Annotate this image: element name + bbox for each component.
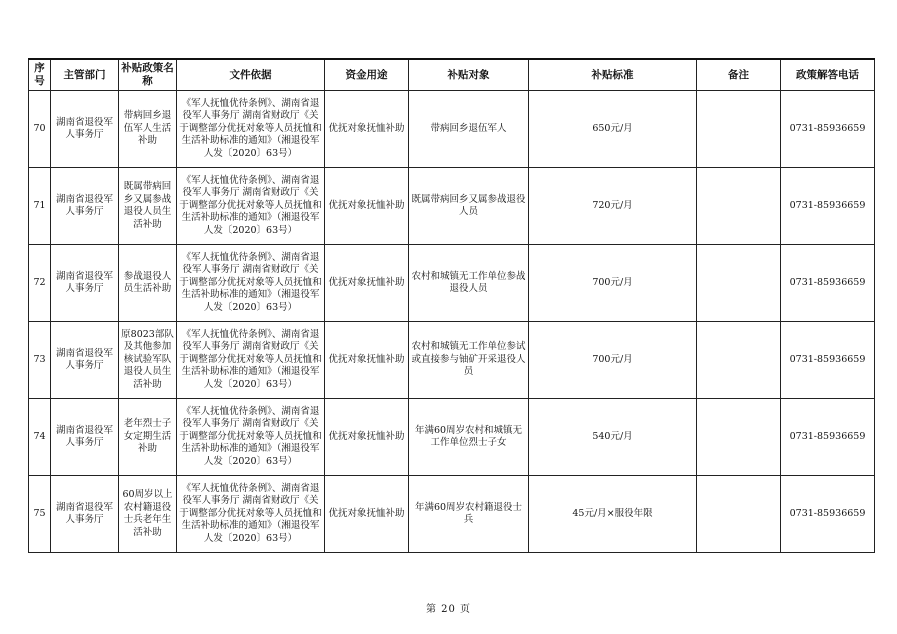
cell-use: 优抚对象抚恤补助 [325, 168, 409, 245]
header-target: 补贴对象 [409, 59, 529, 91]
cell-remark [697, 476, 781, 553]
table-row [29, 399, 875, 476]
cell-phone: 0731-85936659 [781, 91, 875, 168]
cell-no: 72 [29, 245, 51, 322]
cell-remark [697, 399, 781, 476]
table-row [29, 91, 875, 168]
cell-policy: 既属带病回乡又属参战退役人员生活补助 [119, 168, 177, 245]
table-row [29, 322, 875, 399]
cell-no: 70 [29, 91, 51, 168]
cell-phone: 0731-85936659 [781, 476, 875, 553]
cell-standard: 700元/月 [529, 322, 697, 399]
cell-policy: 老年烈士子女定期生活补助 [119, 399, 177, 476]
cell-basis: 《军人抚恤优待条例》、湖南省退役军人事务厅 湖南省财政厅《关于调整部分优抚对象等人员抚恤和生活补助标准的通知》（湘退役军人发〔2020〕63号） [177, 476, 325, 553]
cell-basis: 《军人抚恤优待条例》、湖南省退役军人事务厅 湖南省财政厅《关于调整部分优抚对象等人员抚恤和生活补助标准的通知》（湘退役军人发〔2020〕63号） [177, 399, 325, 476]
header-no: 序号 [29, 59, 51, 91]
cell-remark [697, 91, 781, 168]
cell-dept: 湖南省退役军人事务厅 [51, 168, 119, 245]
cell-dept: 湖南省退役军人事务厅 [51, 322, 119, 399]
cell-no: 75 [29, 476, 51, 553]
cell-target: 既属带病回乡又属参战退役人员 [409, 168, 529, 245]
cell-standard: 540元/月 [529, 399, 697, 476]
header-remark: 备注 [697, 59, 781, 91]
table-row [29, 476, 875, 553]
cell-use: 优抚对象抚恤补助 [325, 399, 409, 476]
cell-no: 74 [29, 399, 51, 476]
cell-no: 71 [29, 168, 51, 245]
cell-dept: 湖南省退役军人事务厅 [51, 91, 119, 168]
cell-dept: 湖南省退役军人事务厅 [51, 476, 119, 553]
header-basis: 文件依据 [177, 59, 325, 91]
cell-target: 年满60周岁农村和城镇无工作单位烈士子女 [409, 399, 529, 476]
cell-dept: 湖南省退役军人事务厅 [51, 245, 119, 322]
cell-standard: 700元/月 [529, 245, 697, 322]
header-phone: 政策解答电话 [781, 59, 875, 91]
cell-basis: 《军人抚恤优待条例》、湖南省退役军人事务厅 湖南省财政厅《关于调整部分优抚对象等人员抚恤和生活补助标准的通知》（湘退役军人发〔2020〕63号） [177, 322, 325, 399]
cell-remark [697, 245, 781, 322]
cell-dept: 湖南省退役军人事务厅 [51, 399, 119, 476]
cell-use: 优抚对象抚恤补助 [325, 322, 409, 399]
cell-remark [697, 322, 781, 399]
table-row [29, 245, 875, 322]
cell-standard: 45元/月×服役年限 [529, 476, 697, 553]
cell-phone: 0731-85936659 [781, 245, 875, 322]
cell-basis: 《军人抚恤优待条例》、湖南省退役军人事务厅 湖南省财政厅《关于调整部分优抚对象等人员抚恤和生活补助标准的通知》（湘退役军人发〔2020〕63号） [177, 168, 325, 245]
header-dept: 主管部门 [51, 59, 119, 91]
cell-phone: 0731-85936659 [781, 168, 875, 245]
cell-target: 带病回乡退伍军人 [409, 91, 529, 168]
cell-target: 年满60周岁农村籍退役士兵 [409, 476, 529, 553]
header-standard: 补贴标准 [529, 59, 697, 91]
cell-use: 优抚对象抚恤补助 [325, 245, 409, 322]
cell-basis: 《军人抚恤优待条例》、湖南省退役军人事务厅 湖南省财政厅《关于调整部分优抚对象等人员抚恤和生活补助标准的通知》（湘退役军人发〔2020〕63号） [177, 245, 325, 322]
cell-policy: 带病回乡退伍军人生活补助 [119, 91, 177, 168]
cell-use: 优抚对象抚恤补助 [325, 91, 409, 168]
header-row [29, 59, 875, 91]
cell-policy: 参战退役人员生活补助 [119, 245, 177, 322]
cell-remark [697, 168, 781, 245]
subsidy-table [28, 58, 875, 553]
cell-phone: 0731-85936659 [781, 322, 875, 399]
cell-target: 农村和城镇无工作单位参战退役人员 [409, 245, 529, 322]
table-row [29, 168, 875, 245]
cell-use: 优抚对象抚恤补助 [325, 476, 409, 553]
cell-target: 农村和城镇无工作单位参试或直接参与铀矿开采退役人员 [409, 322, 529, 399]
cell-policy: 60周岁以上农村籍退役士兵老年生活补助 [119, 476, 177, 553]
header-policy: 补贴政策名称 [119, 59, 177, 91]
page-number: 第 20 页 [425, 604, 472, 615]
cell-standard: 650元/月 [529, 91, 697, 168]
header-use: 资金用途 [325, 59, 409, 91]
cell-basis: 《军人抚恤优待条例》、湖南省退役军人事务厅 湖南省财政厅《关于调整部分优抚对象等人员抚恤和生活补助标准的通知》（湘退役军人发〔2020〕63号） [177, 91, 325, 168]
cell-phone: 0731-85936659 [781, 399, 875, 476]
cell-no: 73 [29, 322, 51, 399]
cell-policy: 原8023部队及其他参加核试验军队退役人员生活补助 [119, 322, 177, 399]
cell-standard: 720元/月 [529, 168, 697, 245]
